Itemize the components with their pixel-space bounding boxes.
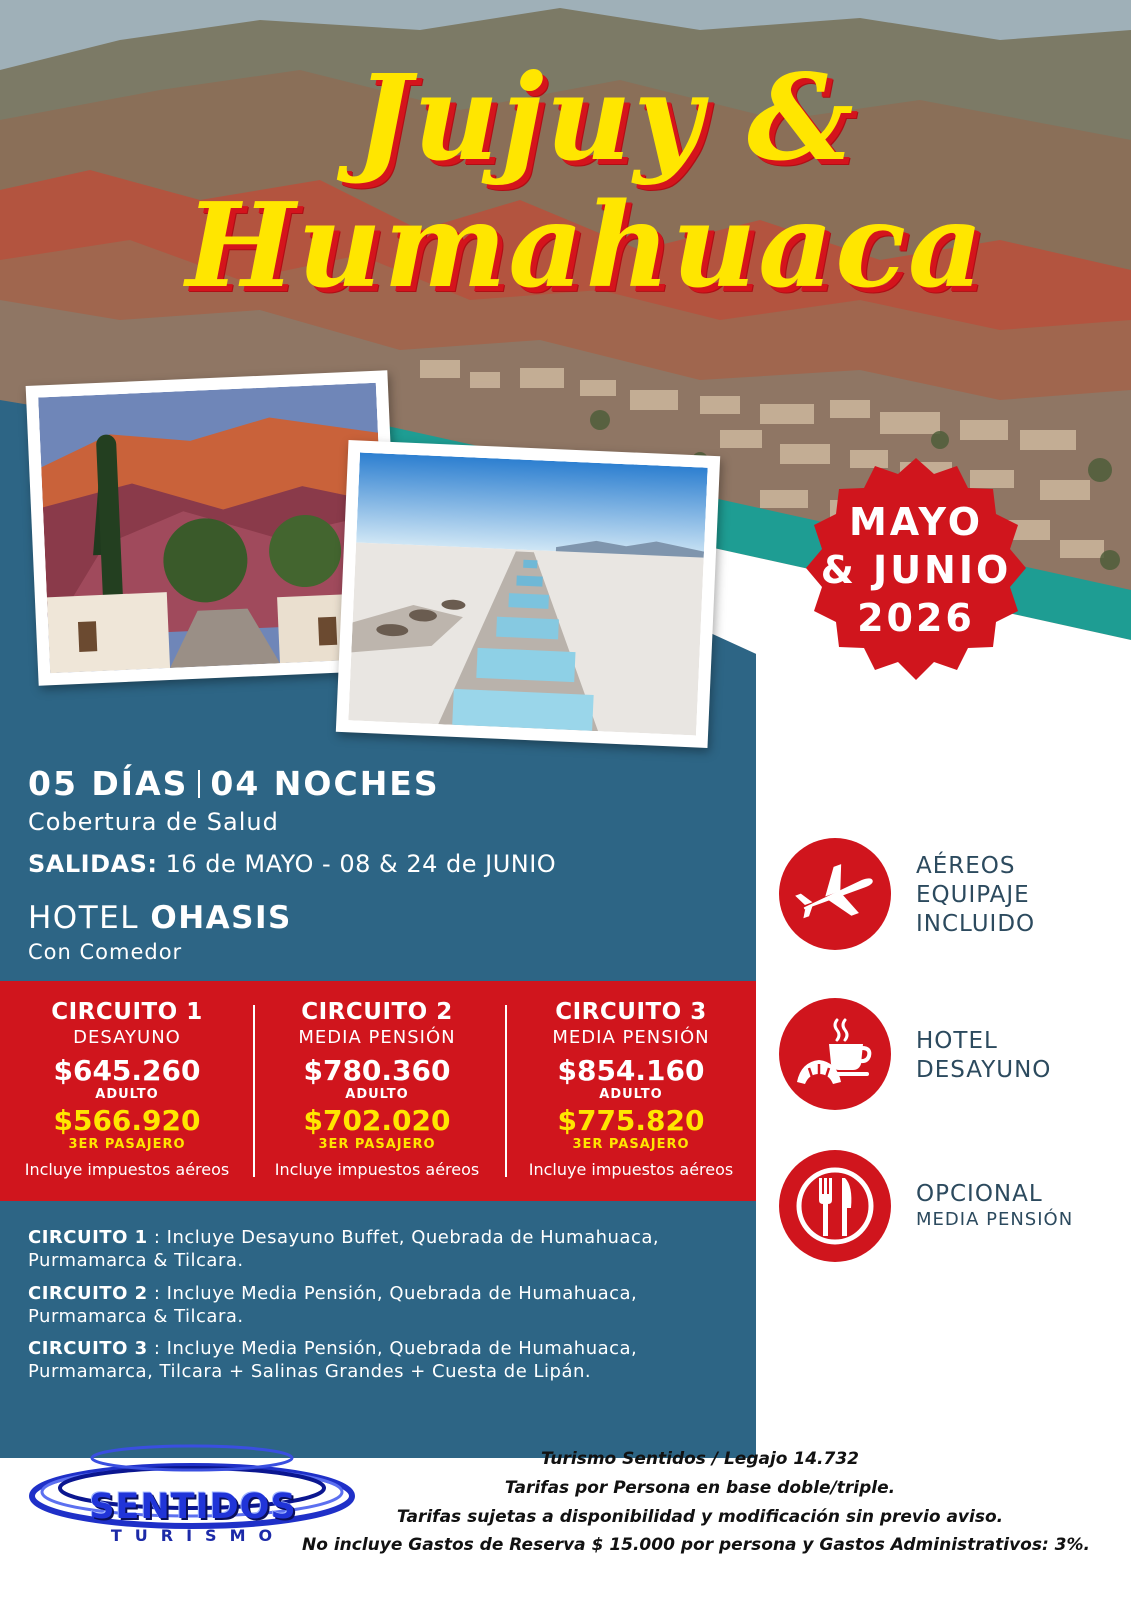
departures-label: SALIDAS: xyxy=(28,850,158,878)
taxes-note: Incluye impuestos aéreos xyxy=(528,1160,734,1179)
badge-month-2: & JUNIO xyxy=(820,548,1012,592)
feature-line: INCLUIDO xyxy=(916,911,1036,937)
feature-line: AÉREOS xyxy=(916,853,1016,879)
circuit-name: CIRCUITO 1 xyxy=(51,999,203,1025)
feature-line: DESAYUNO xyxy=(916,1057,1052,1083)
circuit-3-detail xyxy=(28,1337,718,1383)
photo-salinas-grandes xyxy=(336,440,720,748)
breakfast-icon xyxy=(779,998,891,1110)
circuit-2-detail xyxy=(28,1282,718,1328)
fork-knife-icon xyxy=(779,1150,891,1262)
logo-subtitle: TURISMO xyxy=(110,1526,286,1545)
airplane-icon xyxy=(779,838,891,950)
footer-agency: Turismo Sentidos / Legajo 14.732 xyxy=(540,1449,860,1469)
circuit-board: DESAYUNO xyxy=(73,1027,181,1048)
third-passenger-price: $566.920 xyxy=(53,1104,201,1137)
adult-price: $780.360 xyxy=(303,1054,451,1087)
feature-line: EQUIPAJE xyxy=(916,882,1030,908)
circuit-name: CIRCUITO 2 xyxy=(301,999,453,1025)
duration-separator xyxy=(198,770,200,798)
hotel-prefix: HOTEL xyxy=(28,900,140,936)
circuit-name: CIRCUITO 3 xyxy=(555,999,707,1025)
hotel-note: Con Comedor xyxy=(28,940,183,964)
date-badge xyxy=(796,450,1036,690)
footer-availability: Tarifas sujetas a disponibilidad y modificación sin previo aviso. xyxy=(396,1507,1004,1527)
feature-optional-meals xyxy=(916,1180,1073,1231)
third-passenger-price: $775.820 xyxy=(557,1104,705,1137)
adult-label: ADULTO xyxy=(345,1087,409,1102)
title-line-1: Jujuy & xyxy=(355,48,856,187)
adult-label: ADULTO xyxy=(95,1087,159,1102)
detail-text: : Incluye Desayuno Buffet, Quebrada de Humahuaca, Purmamarca & Tilcara. xyxy=(28,1227,660,1271)
feature-flights xyxy=(916,852,1035,939)
adult-label: ADULTO xyxy=(599,1087,663,1102)
taxes-note: Incluye impuestos aéreos xyxy=(274,1160,480,1179)
badge-year: 2026 xyxy=(857,596,975,640)
third-passenger-label: 3ER PASAJERO xyxy=(318,1137,436,1152)
feature-line: MEDIA PENSIÓN xyxy=(916,1209,1074,1230)
health-coverage: Cobertura de Salud xyxy=(28,808,279,836)
footer-rates-basis: Tarifas por Persona en base doble/triple. xyxy=(504,1478,896,1498)
feature-line: HOTEL xyxy=(916,1028,998,1054)
third-passenger-label: 3ER PASAJERO xyxy=(68,1137,186,1152)
detail-text: : Incluye Media Pensión, Quebrada de Humahuaca, Purmamarca, Tilcara + Salinas Grandes + Cuesta de Lipán. xyxy=(28,1338,638,1382)
taxes-note: Incluye impuestos aéreos xyxy=(24,1160,230,1179)
detail-label: CIRCUITO 3 xyxy=(28,1338,148,1359)
trip-duration xyxy=(28,764,440,803)
circuit-1-detail xyxy=(28,1226,718,1272)
third-passenger-price: $702.020 xyxy=(303,1104,451,1137)
circuit-board: MEDIA PENSIÓN xyxy=(298,1027,456,1048)
circuit-1-prices xyxy=(2,981,252,1201)
price-band xyxy=(0,981,756,1201)
trip-days: 05 DÍAS xyxy=(28,764,189,803)
departures-dates: 16 de MAYO - 08 & 24 de JUNIO xyxy=(165,850,557,878)
title-line-2: Humahuaca xyxy=(185,178,986,314)
hotel xyxy=(28,900,292,936)
hotel-name: OHASIS xyxy=(150,900,292,936)
circuit-2-prices xyxy=(252,981,502,1201)
footer-fees: No incluye Gastos de Reserva $ 15.000 por persona y Gastos Administrativos: 3%. xyxy=(302,1535,1090,1555)
departures xyxy=(28,850,556,878)
street-scene-illustration xyxy=(38,383,388,673)
badge-month-1: MAYO xyxy=(848,500,984,544)
logo-wordmark: SENTIDOS xyxy=(89,1487,297,1527)
trip-nights: 04 NOCHES xyxy=(210,764,440,803)
circuit-3-prices xyxy=(506,981,756,1201)
third-passenger-label: 3ER PASAJERO xyxy=(572,1137,690,1152)
salt-flats-illustration xyxy=(348,453,707,736)
detail-label: CIRCUITO 1 xyxy=(28,1227,148,1248)
adult-price: $854.160 xyxy=(557,1054,705,1087)
detail-label: CIRCUITO 2 xyxy=(28,1283,148,1304)
adult-price: $645.260 xyxy=(53,1054,201,1087)
circuit-board: MEDIA PENSIÓN xyxy=(552,1027,710,1048)
feature-hotel xyxy=(916,1027,1051,1085)
feature-line: OPCIONAL xyxy=(916,1181,1043,1207)
detail-text: : Incluye Media Pensión, Quebrada de Humahuaca, Purmamarca & Tilcara. xyxy=(28,1283,638,1327)
